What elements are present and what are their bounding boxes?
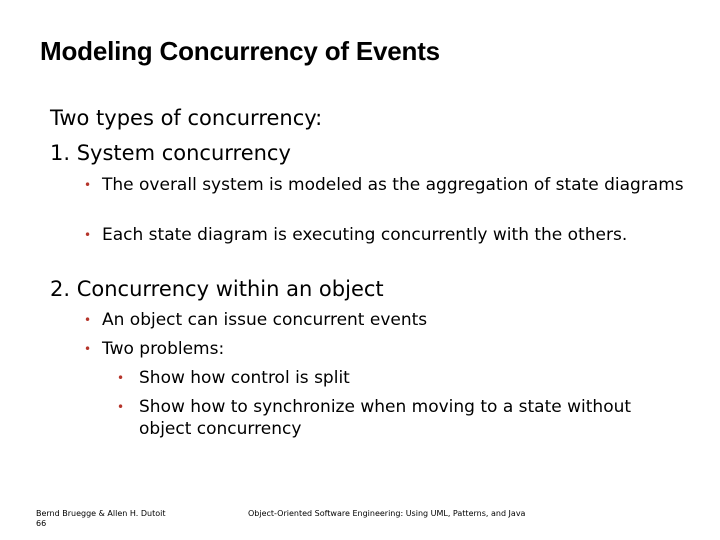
footer-authors: Bernd Bruegge & Allen H. Dutoit — [36, 509, 166, 518]
section-2-heading: 2. Concurrency within an object — [50, 277, 384, 301]
bullet-icon: • — [117, 400, 125, 414]
footer-page-number: 66 — [36, 519, 47, 528]
bullet-text: Show how to synchronize when moving to a state without object concurrency — [139, 397, 632, 439]
bullet-icon: • — [84, 342, 92, 356]
section-2-bullet-2 — [84, 338, 684, 360]
bullet-text: Show how control is split — [139, 368, 350, 388]
slide-title: Modeling Concurrency of Events — [40, 36, 440, 66]
section-2-bullet-1 — [84, 309, 684, 331]
section-1-bullet-1 — [84, 174, 684, 196]
section-2-sub-bullet-1 — [117, 367, 677, 389]
bullet-text: Two problems: — [102, 339, 225, 359]
bullet-text: Each state diagram is executing concurrently with the others. — [102, 225, 628, 245]
bullet-icon: • — [84, 313, 92, 327]
bullet-text: An object can issue concurrent events — [102, 310, 428, 330]
bullet-text: The overall system is modeled as the aggregation of state diagrams — [102, 175, 684, 195]
bullet-icon: • — [117, 371, 125, 385]
bullet-icon: • — [84, 178, 92, 192]
bullet-icon: • — [84, 228, 92, 242]
section-1-heading: 1. System concurrency — [50, 141, 291, 165]
footer-book-title: Object-Oriented Software Engineering: Using UML, Patterns, and Java — [248, 509, 526, 518]
intro-text: Two types of concurrency: — [50, 106, 323, 130]
section-1-bullet-2 — [84, 224, 684, 246]
section-2-sub-bullet-2 — [117, 396, 657, 440]
